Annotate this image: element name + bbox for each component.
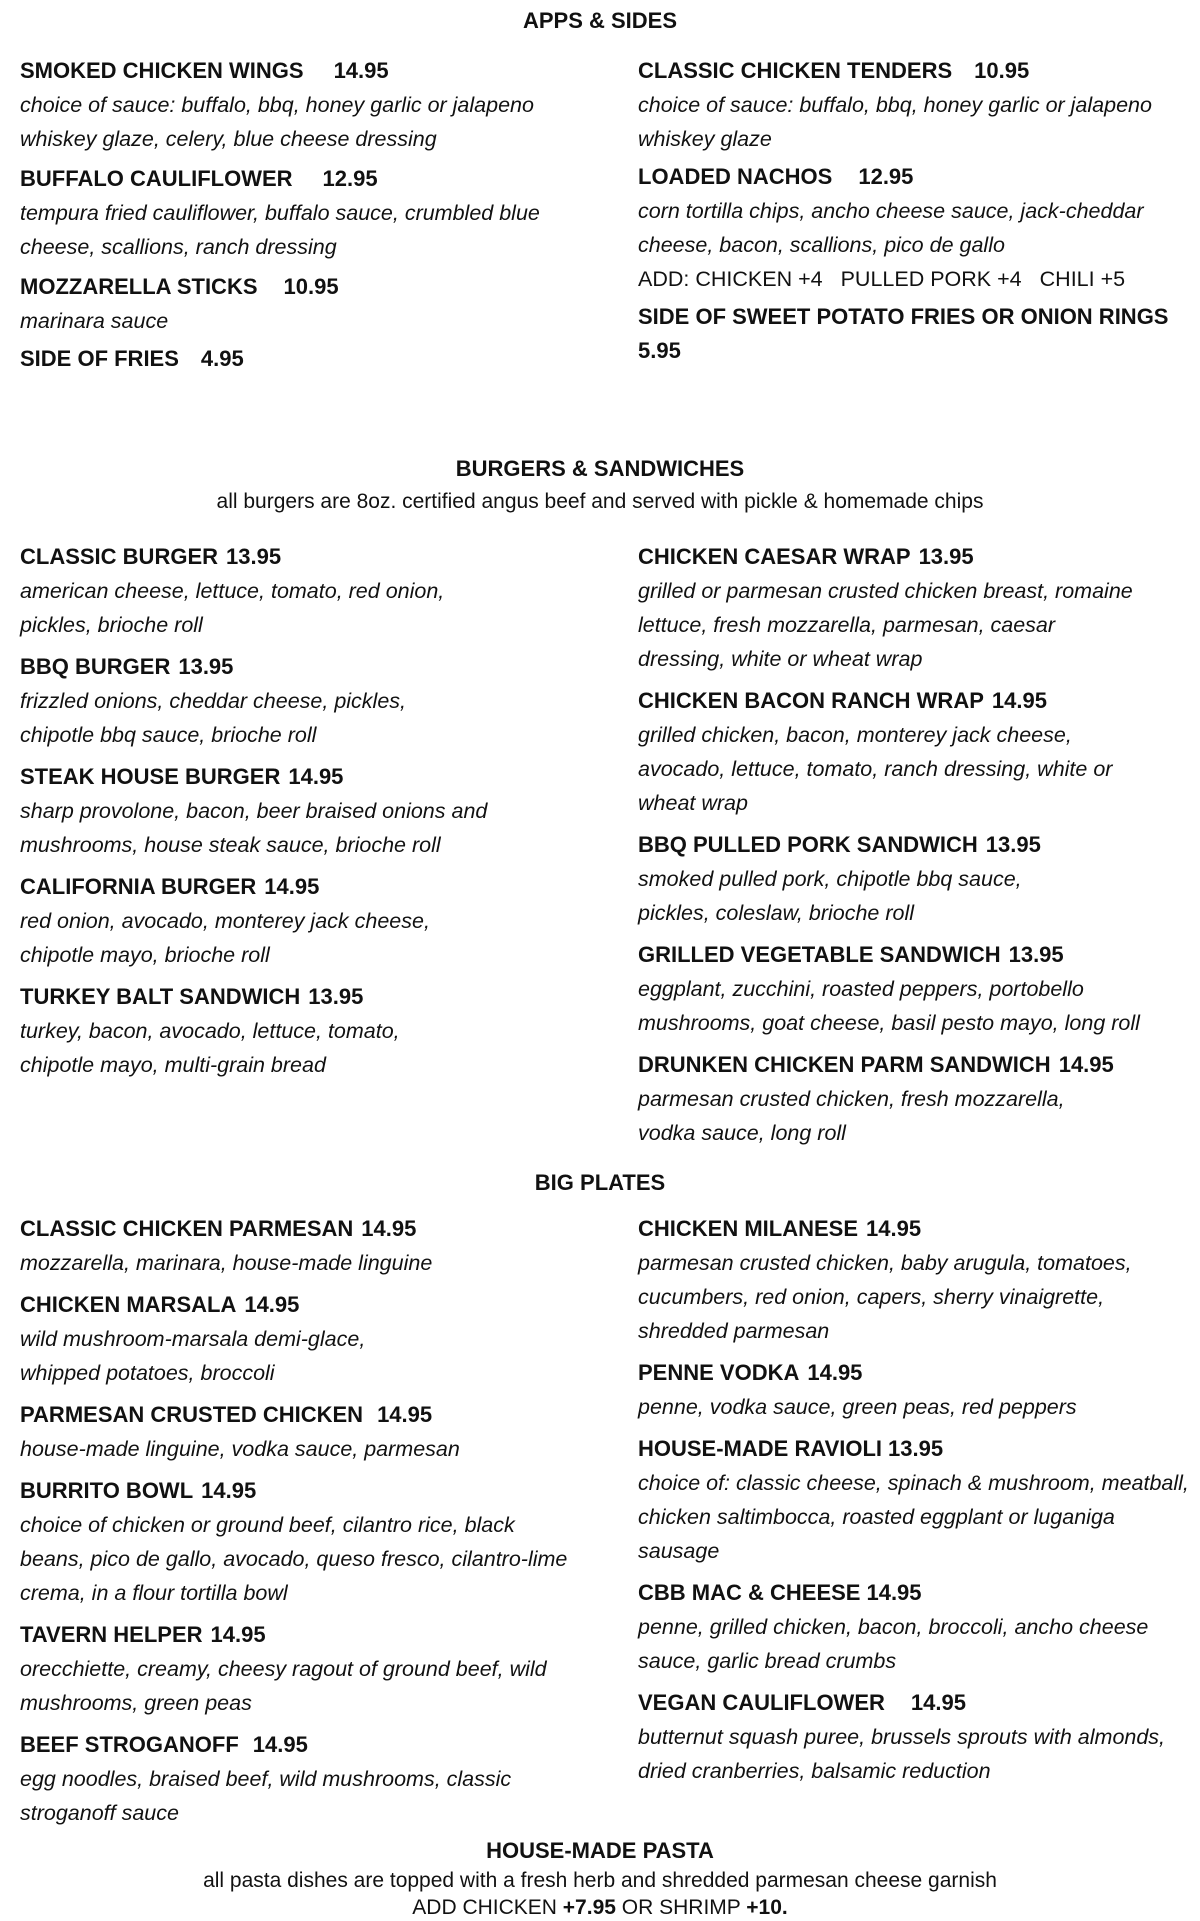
- item-price: 14.95: [807, 1360, 863, 1385]
- item-price: 10.95: [974, 58, 1030, 83]
- item-price: 13.95: [178, 654, 234, 679]
- pasta-section-note: all pasta dishes are topped with a fresh herb and shredded parmesan cheese garnish: [203, 1869, 997, 1892]
- pasta-add-chicken-price: +7.95: [562, 1896, 616, 1919]
- menu-item: [20, 650, 600, 752]
- item-description: red onion, avocado, monterey jack cheese, chipotle mayo, brioche roll: [20, 909, 430, 967]
- menu-item: [638, 1212, 1190, 1348]
- menu-item: [638, 1686, 1190, 1788]
- item-name: CBB MAC & CHEESE 14.95: [638, 1580, 922, 1605]
- item-name: BEEF STROGANOFF 14.95: [20, 1732, 308, 1757]
- item-name: LOADED NACHOS 12.95: [638, 164, 914, 189]
- item-name: BURRITO BOWL 14.95: [20, 1478, 257, 1503]
- plates-left-column: [20, 1212, 600, 1830]
- item-name: BUFFALO CAULIFLOWER 12.95: [20, 166, 378, 191]
- item-price: 12.95: [858, 164, 914, 189]
- menu-item: [638, 684, 1190, 820]
- item-description: eggplant, zucchini, roasted peppers, portobello mushrooms, goat cheese, basil pesto mayo, long roll: [638, 977, 1140, 1035]
- menu-item: [638, 300, 1190, 368]
- item-name: CLASSIC BURGER 13.95: [20, 544, 282, 569]
- item-name: PARMESAN CRUSTED CHICKEN 14.95: [20, 1402, 433, 1427]
- item-price: 10.95: [283, 274, 339, 299]
- item-description: marinara sauce: [20, 309, 169, 333]
- pasta-add-chicken-label: ADD CHICKEN: [412, 1896, 557, 1919]
- menu-item: [20, 54, 600, 156]
- menu-item: [20, 540, 600, 642]
- item-name: SIDE OF SWEET POTATO FRIES OR ONION RINGS: [638, 304, 1169, 329]
- item-description: choice of sauce: buffalo, bbq, honey garlic or jalapeno whiskey glaze, celery, blue cheese dressing: [20, 93, 534, 151]
- menu-item: [20, 1728, 600, 1830]
- item-name: CHICKEN BACON RANCH WRAP 14.95: [638, 688, 1047, 713]
- item-name: VEGAN CAULIFLOWER 14.95: [638, 1690, 966, 1715]
- item-description: mozzarella, marinara, house-made linguine: [20, 1251, 433, 1275]
- item-name: BBQ PULLED PORK SANDWICH 13.95: [638, 832, 1041, 857]
- apps-section-title: APPS & SIDES: [522, 8, 678, 33]
- item-price: 13.95: [308, 984, 364, 1009]
- item-price: 13.95: [888, 1436, 944, 1461]
- menu-item: [638, 1356, 1190, 1424]
- item-name: SIDE OF FRIES 4.95: [20, 346, 244, 371]
- item-name: CLASSIC CHICKEN PARMESAN 14.95: [20, 1216, 417, 1241]
- item-description: egg noodles, braised beef, wild mushrooms, classic stroganoff sauce: [20, 1767, 512, 1825]
- item-price: 14.95: [288, 764, 344, 789]
- item-description: penne, grilled chicken, bacon, broccoli, ancho cheese sauce, garlic bread crumbs: [638, 1615, 1149, 1673]
- item-name: HOUSE-MADE RAVIOLI 13.95: [638, 1436, 944, 1461]
- item-add-ons: [638, 262, 1190, 296]
- menu-item: [20, 342, 600, 376]
- burgers-section-note: all burgers are 8oz. certified angus beef and served with pickle & homemade chips: [216, 490, 984, 513]
- item-name: PENNE VODKA 14.95: [638, 1360, 863, 1385]
- item-name: TURKEY BALT SANDWICH 13.95: [20, 984, 364, 1009]
- pasta-add-ons: [0, 1895, 1200, 1921]
- plates-section-title: BIG PLATES: [534, 1170, 666, 1195]
- item-price: 14.95: [264, 874, 320, 899]
- item-price: 14.95: [866, 1580, 922, 1605]
- item-description: tempura fried cauliflower, buffalo sauce, crumbled blue cheese, scallions, ranch dressing: [20, 201, 540, 259]
- item-price: 14.95: [210, 1622, 266, 1647]
- item-description: choice of sauce: buffalo, bbq, honey garlic or jalapeno whiskey glaze: [638, 93, 1152, 151]
- item-description: grilled or parmesan crusted chicken breast, romaine lettuce, fresh mozzarella, parmesan, caesar dressing, white or wheat wrap: [638, 579, 1133, 671]
- item-name: TAVERN HELPER 14.95: [20, 1622, 266, 1647]
- item-description: house-made linguine, vodka sauce, parmesan: [20, 1437, 460, 1461]
- burgers-left-column: [20, 540, 600, 1082]
- item-price: 14.95: [333, 58, 389, 83]
- item-name: DRUNKEN CHICKEN PARM SANDWICH 14.95: [638, 1052, 1114, 1077]
- menu-item: [20, 870, 600, 972]
- apps-right-column: [638, 54, 1190, 368]
- pasta-section-title: HOUSE-MADE PASTA: [486, 1838, 714, 1863]
- menu-item: [638, 1048, 1190, 1150]
- item-price: 13.95: [1008, 942, 1064, 967]
- item-name: CLASSIC CHICKEN TENDERS 10.95: [638, 58, 1030, 83]
- item-description: frizzled onions, cheddar cheese, pickles, chipotle bbq sauce, brioche roll: [20, 689, 407, 747]
- menu-item: [20, 1288, 600, 1390]
- item-description: orecchiette, creamy, cheesy ragout of ground beef, wild mushrooms, green peas: [20, 1657, 547, 1715]
- item-name: SMOKED CHICKEN WINGS 14.95: [20, 58, 389, 83]
- add-on-pulled-pork: PULLED PORK +4: [840, 267, 1022, 291]
- add-on-chicken: ADD: CHICKEN +4: [638, 267, 823, 291]
- menu-item: [638, 540, 1190, 676]
- plates-right-column: [638, 1212, 1190, 1788]
- item-description: smoked pulled pork, chipotle bbq sauce, pickles, coleslaw, brioche roll: [638, 867, 1022, 925]
- pasta-add-shrimp-label: OR SHRIMP: [621, 1896, 741, 1919]
- menu-item: [20, 270, 600, 338]
- item-price: 14.95: [910, 1690, 966, 1715]
- item-name: CHICKEN MARSALA 14.95: [20, 1292, 300, 1317]
- item-price: 14.95: [361, 1216, 417, 1241]
- item-description: choice of chicken or ground beef, cilantro rice, black beans, pico de gallo, avocado, queso fresco, cilantro-lime crema, in a flour tortilla bowl: [20, 1513, 568, 1605]
- item-name: CHICKEN CAESAR WRAP 13.95: [638, 544, 974, 569]
- menu-item: [638, 828, 1190, 930]
- item-name: GRILLED VEGETABLE SANDWICH 13.95: [638, 942, 1064, 967]
- item-description: corn tortilla chips, ancho cheese sauce, jack-cheddar cheese, bacon, scallions, pico de gallo: [638, 199, 1144, 257]
- item-price: 14.95: [244, 1292, 300, 1317]
- item-description: wild mushroom-marsala demi-glace, whipped potatoes, broccoli: [20, 1327, 366, 1385]
- item-price: 14.95: [252, 1732, 308, 1757]
- item-description: penne, vodka sauce, green peas, red peppers: [638, 1395, 1077, 1419]
- item-price: 4.95: [200, 346, 244, 371]
- burgers-section-title: BURGERS & SANDWICHES: [455, 456, 745, 481]
- item-price: 13.95: [918, 544, 974, 569]
- item-description: grilled chicken, bacon, monterey jack cheese, avocado, lettuce, tomato, ranch dressing, white or wheat wrap: [638, 723, 1113, 815]
- item-price: 13.95: [226, 544, 282, 569]
- menu-item: [20, 1618, 600, 1720]
- menu-item: [638, 54, 1190, 156]
- apps-left-column: [20, 54, 600, 376]
- item-description: butternut squash puree, brussels sprouts with almonds, dried cranberries, balsamic reduction: [638, 1725, 1166, 1783]
- item-price: 12.95: [322, 166, 378, 191]
- item-description: parmesan crusted chicken, fresh mozzarella, vodka sauce, long roll: [638, 1087, 1065, 1145]
- item-description: sharp provolone, bacon, beer braised onions and mushrooms, house steak sauce, brioche roll: [20, 799, 488, 857]
- burgers-right-column: [638, 540, 1190, 1150]
- item-description: american cheese, lettuce, tomato, red onion, pickles, brioche roll: [20, 579, 445, 637]
- pasta-add-shrimp-price: +10.: [746, 1896, 788, 1919]
- menu-item: [20, 1212, 600, 1280]
- item-description: choice of: classic cheese, spinach & mushroom, meatball, chicken saltimbocca, roasted eggplant or luganiga sausage: [638, 1471, 1189, 1563]
- item-name: CALIFORNIA BURGER 14.95: [20, 874, 320, 899]
- item-name: CHICKEN MILANESE 14.95: [638, 1216, 922, 1241]
- item-name: STEAK HOUSE BURGER 14.95: [20, 764, 344, 789]
- item-price: 14.95: [201, 1478, 257, 1503]
- menu-item: [20, 1398, 600, 1466]
- add-on-chili: CHILI +5: [1039, 267, 1126, 291]
- menu-item: [20, 760, 600, 862]
- menu-item: [638, 160, 1190, 296]
- item-price: 14.95: [866, 1216, 922, 1241]
- item-price: 5.95: [638, 338, 681, 363]
- item-name: MOZZARELLA STICKS 10.95: [20, 274, 339, 299]
- menu-item: [20, 1474, 600, 1610]
- item-name: BBQ BURGER 13.95: [20, 654, 234, 679]
- menu-item: [638, 1432, 1190, 1568]
- item-price: 13.95: [985, 832, 1041, 857]
- item-description: parmesan crusted chicken, baby arugula, tomatoes, cucumbers, red onion, capers, sherry vinaigrette, shredded parmesan: [638, 1251, 1132, 1343]
- menu-item: [20, 162, 600, 264]
- item-price: 14.95: [991, 688, 1047, 713]
- item-price: 14.95: [377, 1402, 433, 1427]
- menu-item: [20, 980, 600, 1082]
- menu-item: [638, 938, 1190, 1040]
- item-price: 14.95: [1058, 1052, 1114, 1077]
- menu-item: [638, 1576, 1190, 1678]
- item-description: turkey, bacon, avocado, lettuce, tomato, chipotle mayo, multi-grain bread: [20, 1019, 400, 1077]
